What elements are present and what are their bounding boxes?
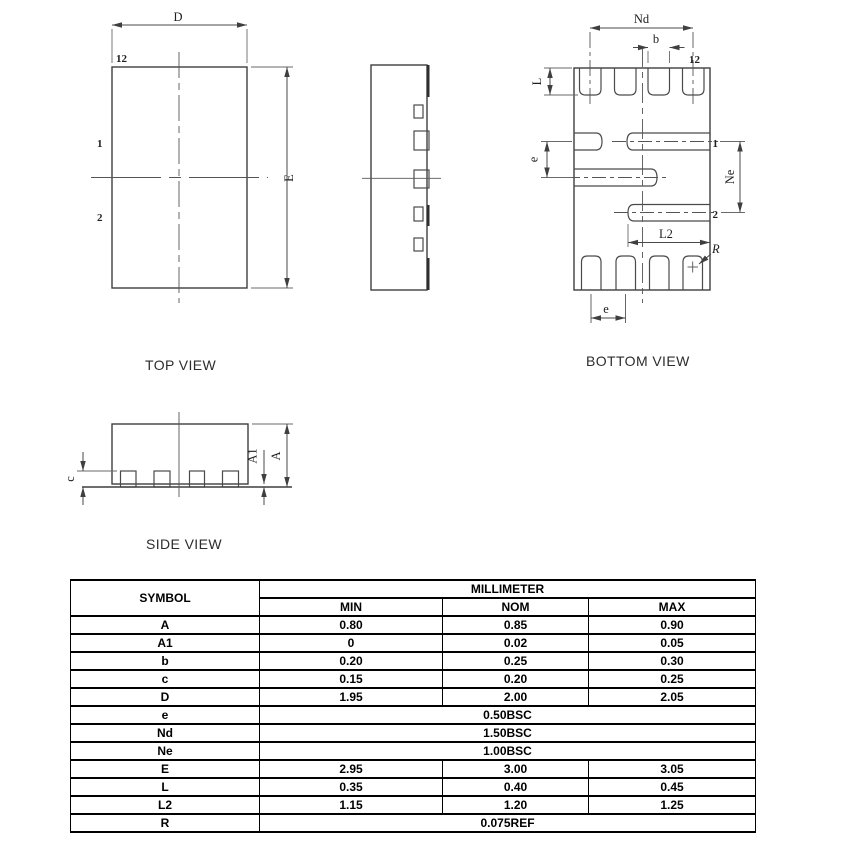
col-header-symbol: SYMBOL — [71, 580, 260, 616]
max-cell: 1.25 — [589, 796, 756, 814]
symbol-cell: A — [71, 616, 260, 634]
dim-label-e-side: e — [526, 156, 541, 163]
nom-cell: 0.20 — [443, 670, 589, 688]
max-cell: 0.45 — [589, 778, 756, 796]
max-cell: 3.05 — [589, 760, 756, 778]
max-cell: 0.30 — [589, 652, 756, 670]
table-row — [71, 778, 756, 796]
col-header-max: MAX — [589, 598, 756, 616]
max-cell: 0.90 — [589, 616, 756, 634]
nom-cell: 0.02 — [443, 634, 589, 652]
dim-label-l2: L2 — [659, 227, 673, 241]
dim-label-nd: Nd — [633, 12, 650, 26]
symbol-cell: D — [71, 688, 260, 706]
nom-cell: 0.25 — [443, 652, 589, 670]
bottom-view-top-pads — [580, 68, 705, 95]
pin-label-2: 2 — [97, 212, 103, 224]
symbol-cell: b — [71, 652, 260, 670]
side-view-title: SIDE VIEW — [146, 536, 222, 552]
min-cell: 0.15 — [260, 670, 443, 688]
col-header-unit: MILLIMETER — [260, 580, 756, 598]
dim-label-a: A — [269, 451, 283, 461]
nom-cell: 0.40 — [443, 778, 589, 796]
table-row — [71, 616, 756, 634]
value-cell: 1.50BSC — [260, 724, 756, 742]
dim-label-ne: Ne — [723, 169, 737, 185]
bottom-view-title: BOTTOM VIEW — [586, 353, 690, 369]
min-cell: 1.15 — [260, 796, 443, 814]
pin-label-2: 2 — [712, 209, 718, 221]
table-row — [71, 760, 756, 778]
dim-label-e-pitch: e — [603, 302, 609, 316]
dim-label-l: L — [530, 77, 544, 86]
symbol-cell: L2 — [71, 796, 260, 814]
pin-label-1: 1 — [712, 138, 718, 150]
table-row — [71, 688, 756, 706]
nom-cell: 2.00 — [443, 688, 589, 706]
table-row — [71, 742, 756, 760]
dim-label-c: c — [63, 476, 77, 482]
symbol-cell: A1 — [71, 634, 260, 652]
table-row — [71, 796, 756, 814]
nom-cell: 1.20 — [443, 796, 589, 814]
table-row — [71, 670, 756, 688]
table-row — [71, 724, 756, 742]
top-view — [91, 10, 296, 373]
table-row — [71, 706, 756, 724]
min-cell: 2.95 — [260, 760, 443, 778]
min-cell: 0.80 — [260, 616, 443, 634]
col-header-min: MIN — [260, 598, 443, 616]
table-row — [71, 634, 756, 652]
col-header-nom: NOM — [443, 598, 589, 616]
value-cell: 0.075REF — [260, 814, 756, 832]
pin-label-12: 12 — [116, 53, 127, 65]
symbol-cell: E — [71, 760, 260, 778]
symbol-cell: L — [71, 778, 260, 796]
min-cell: 1.95 — [260, 688, 443, 706]
min-cell: 0.35 — [260, 778, 443, 796]
bottom-view-side-pads — [574, 133, 710, 221]
pin-label-12: 12 — [689, 54, 700, 66]
value-cell: 0.50BSC — [260, 706, 756, 724]
dim-label-a1: A1 — [245, 448, 260, 464]
bottom-view-bottom-pads — [582, 256, 703, 290]
dimension-table — [70, 579, 756, 833]
bottom-view-body — [574, 68, 710, 290]
table-row — [71, 814, 756, 832]
side-view-body — [112, 424, 248, 484]
dim-label-e: E — [282, 174, 296, 182]
table-row — [71, 652, 756, 670]
top-view-title: TOP VIEW — [145, 357, 217, 373]
min-cell: 0.20 — [260, 652, 443, 670]
bottom-view — [527, 12, 746, 369]
side-view — [63, 412, 293, 552]
min-cell: 0 — [260, 634, 443, 652]
value-cell: 1.00BSC — [260, 742, 756, 760]
max-cell: 0.05 — [589, 634, 756, 652]
dim-label-d: D — [173, 10, 183, 24]
front-view — [362, 65, 441, 290]
leader-line-R — [699, 254, 711, 264]
table-header-row — [71, 580, 756, 598]
nom-cell: 3.00 — [443, 760, 589, 778]
max-cell: 2.05 — [589, 688, 756, 706]
dim-label-r: R — [712, 242, 720, 256]
nom-cell: 0.85 — [443, 616, 589, 634]
pin-label-1: 1 — [97, 138, 103, 150]
symbol-cell: R — [71, 814, 260, 832]
symbol-cell: Ne — [71, 742, 260, 760]
symbol-cell: Nd — [71, 724, 260, 742]
front-view-body — [371, 65, 427, 290]
symbol-cell: e — [71, 706, 260, 724]
max-cell: 0.25 — [589, 670, 756, 688]
symbol-cell: c — [71, 670, 260, 688]
dim-label-b: b — [652, 32, 660, 46]
